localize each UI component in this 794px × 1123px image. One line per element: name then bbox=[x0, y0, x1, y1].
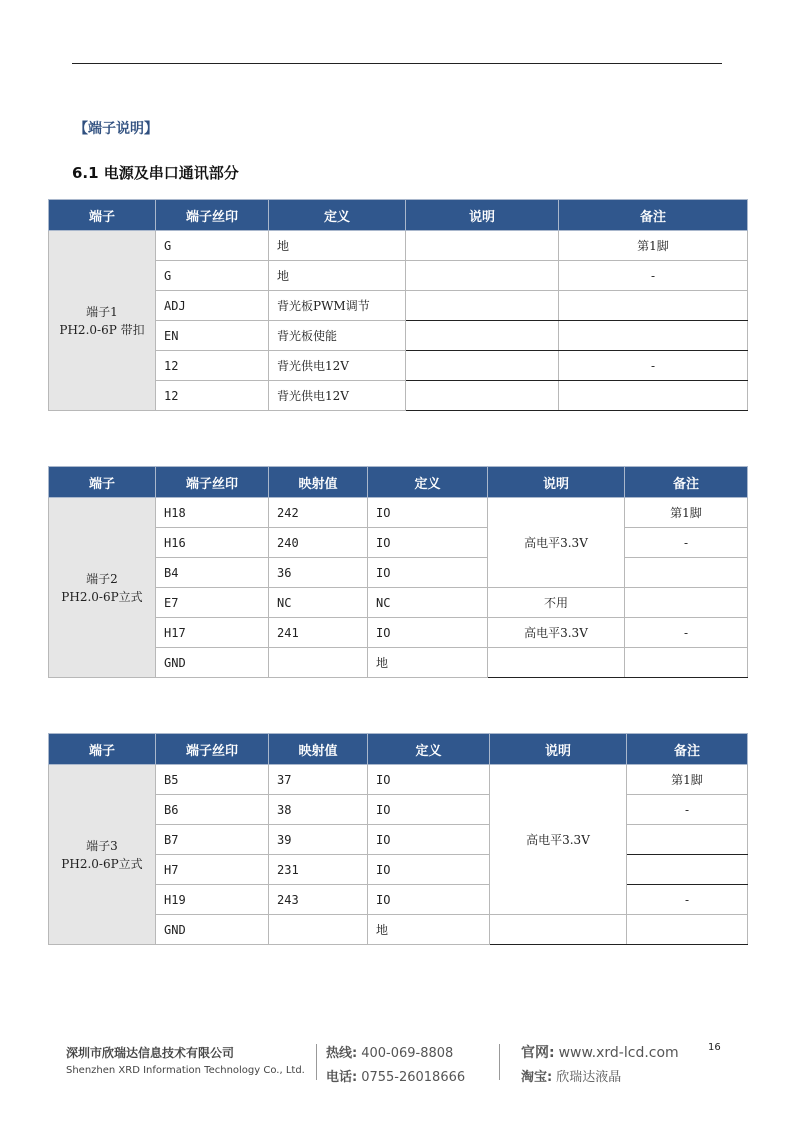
cell-silk: B5 bbox=[156, 765, 269, 795]
cell-note: 第1脚 bbox=[625, 498, 748, 528]
cell-mapping: 36 bbox=[269, 558, 368, 588]
cell-definition: 背光板使能 bbox=[269, 321, 406, 351]
cell-mapping: 231 bbox=[269, 855, 368, 885]
cell-mapping: 242 bbox=[269, 498, 368, 528]
col-header-note: 备注 bbox=[559, 200, 748, 231]
cell-definition: IO bbox=[368, 885, 490, 915]
company-name-cn: 深圳市欣瑞达信息技术有限公司 bbox=[66, 1046, 235, 1060]
col-header-definition: 定义 bbox=[368, 734, 490, 765]
cell-silk: H18 bbox=[156, 498, 269, 528]
col-header-mapping: 映射值 bbox=[269, 734, 368, 765]
cell-note: 第1脚 bbox=[559, 231, 748, 261]
cell-definition: IO bbox=[368, 825, 490, 855]
col-header-definition: 定义 bbox=[368, 467, 488, 498]
cell-mapping: 39 bbox=[269, 825, 368, 855]
col-header-mapping: 映射值 bbox=[269, 467, 368, 498]
phone-label: 电话: bbox=[326, 1070, 358, 1085]
cell-definition: IO bbox=[368, 795, 490, 825]
cell-silk: B7 bbox=[156, 825, 269, 855]
cell-note: - bbox=[559, 261, 748, 291]
cell-description: 不用 bbox=[488, 588, 625, 618]
cell-silk: E7 bbox=[156, 588, 269, 618]
taobao-label: 淘宝: bbox=[521, 1070, 553, 1085]
website-link[interactable]: www.xrd-lcd.com bbox=[558, 1045, 679, 1061]
cell-mapping: NC bbox=[269, 588, 368, 618]
cell-note: - bbox=[627, 885, 748, 915]
cell-mapping bbox=[269, 648, 368, 678]
col-header-definition: 定义 bbox=[269, 200, 406, 231]
cell-mapping: 241 bbox=[269, 618, 368, 648]
cell-definition: 地 bbox=[269, 261, 406, 291]
col-header-note: 备注 bbox=[627, 734, 748, 765]
header-rule bbox=[72, 63, 722, 64]
cell-silk: G bbox=[156, 261, 269, 291]
cell-silk: H19 bbox=[156, 885, 269, 915]
cell-definition: IO bbox=[368, 558, 488, 588]
cell-description bbox=[490, 915, 627, 945]
cell-description bbox=[488, 648, 625, 678]
cell-description-group: 高电平3.3V bbox=[488, 498, 625, 588]
cell-definition: 背光供电12V bbox=[269, 351, 406, 381]
table-row bbox=[49, 231, 748, 261]
cell-mapping: 38 bbox=[269, 795, 368, 825]
cell-mapping: 243 bbox=[269, 885, 368, 915]
col-header-note: 备注 bbox=[625, 467, 748, 498]
page-footer bbox=[0, 1040, 794, 1090]
col-header-silk: 端子丝印 bbox=[156, 734, 269, 765]
cell-silk: GND bbox=[156, 915, 269, 945]
col-header-description: 说明 bbox=[406, 200, 559, 231]
section-tag: 【端子说明】 bbox=[74, 121, 158, 137]
terminal-1-table bbox=[48, 199, 748, 411]
cell-definition: 背光板PWM调节 bbox=[269, 291, 406, 321]
cell-note: - bbox=[625, 528, 748, 558]
port-label bbox=[49, 231, 156, 411]
footer-divider bbox=[316, 1044, 317, 1080]
cell-definition: IO bbox=[368, 765, 490, 795]
cell-description bbox=[406, 261, 559, 291]
cell-silk: ADJ bbox=[156, 291, 269, 321]
table-header-row bbox=[49, 734, 748, 765]
footer-hotline bbox=[326, 1042, 453, 1061]
cell-silk: G bbox=[156, 231, 269, 261]
col-header-silk: 端子丝印 bbox=[156, 200, 269, 231]
table-row bbox=[49, 498, 748, 528]
cell-silk: H7 bbox=[156, 855, 269, 885]
cell-description bbox=[406, 351, 559, 381]
cell-note bbox=[627, 825, 748, 855]
cell-silk: H16 bbox=[156, 528, 269, 558]
port-label-text: 端子2 PH2.0-6P立式 bbox=[61, 571, 143, 604]
footer-phone bbox=[326, 1066, 465, 1085]
hotline-label: 热线: bbox=[326, 1046, 358, 1061]
taobao-store: 欣瑞达液晶 bbox=[556, 1070, 622, 1085]
cell-definition: 背光供电12V bbox=[269, 381, 406, 411]
company-name-en: Shenzhen XRD Information Technology Co., Ltd. bbox=[66, 1065, 305, 1076]
cell-description: 高电平3.3V bbox=[488, 618, 625, 648]
hotline-number: 400-069-8808 bbox=[361, 1046, 454, 1061]
cell-silk: 12 bbox=[156, 351, 269, 381]
cell-note: - bbox=[559, 351, 748, 381]
cell-silk: EN bbox=[156, 321, 269, 351]
cell-silk: H17 bbox=[156, 618, 269, 648]
cell-silk: B6 bbox=[156, 795, 269, 825]
website-label: 官网: bbox=[521, 1045, 555, 1061]
cell-note bbox=[625, 558, 748, 588]
footer-website bbox=[521, 1042, 679, 1062]
cell-note bbox=[625, 648, 748, 678]
cell-mapping bbox=[269, 915, 368, 945]
cell-description bbox=[406, 231, 559, 261]
cell-mapping: 37 bbox=[269, 765, 368, 795]
cell-description bbox=[406, 291, 559, 321]
cell-note bbox=[627, 855, 748, 885]
cell-description bbox=[406, 321, 559, 351]
cell-definition: NC bbox=[368, 588, 488, 618]
cell-definition: IO bbox=[368, 528, 488, 558]
cell-definition: 地 bbox=[368, 648, 488, 678]
terminal-2-table bbox=[48, 466, 748, 678]
cell-definition: IO bbox=[368, 855, 490, 885]
cell-note: 第1脚 bbox=[627, 765, 748, 795]
cell-description-group: 高电平3.3V bbox=[490, 765, 627, 915]
col-header-port: 端子 bbox=[49, 734, 156, 765]
col-header-port: 端子 bbox=[49, 467, 156, 498]
cell-note bbox=[625, 588, 748, 618]
cell-note bbox=[559, 291, 748, 321]
table-header-row bbox=[49, 200, 748, 231]
section-title: 6.1 电源及串口通讯部分 bbox=[72, 164, 239, 182]
cell-description bbox=[406, 381, 559, 411]
cell-note bbox=[627, 915, 748, 945]
cell-mapping: 240 bbox=[269, 528, 368, 558]
cell-note: - bbox=[627, 795, 748, 825]
port-label-text: 端子3 PH2.0-6P立式 bbox=[61, 838, 143, 871]
cell-note: - bbox=[625, 618, 748, 648]
cell-definition: 地 bbox=[269, 231, 406, 261]
cell-silk: GND bbox=[156, 648, 269, 678]
port-label bbox=[49, 765, 156, 945]
table-header-row bbox=[49, 467, 748, 498]
cell-definition: IO bbox=[368, 498, 488, 528]
cell-silk: 12 bbox=[156, 381, 269, 411]
cell-note bbox=[559, 381, 748, 411]
page-number: 16 bbox=[708, 1042, 721, 1053]
cell-note bbox=[559, 321, 748, 351]
cell-silk: B4 bbox=[156, 558, 269, 588]
table-row bbox=[49, 765, 748, 795]
footer-divider bbox=[499, 1044, 500, 1080]
cell-definition: IO bbox=[368, 618, 488, 648]
col-header-description: 说明 bbox=[488, 467, 625, 498]
footer-taobao bbox=[521, 1066, 621, 1085]
col-header-description: 说明 bbox=[490, 734, 627, 765]
port-label bbox=[49, 498, 156, 678]
terminal-3-table bbox=[48, 733, 748, 945]
phone-number: 0755-26018666 bbox=[361, 1070, 466, 1085]
cell-definition: 地 bbox=[368, 915, 490, 945]
col-header-port: 端子 bbox=[49, 200, 156, 231]
port-label-text: 端子1 PH2.0-6P 带扣 bbox=[59, 304, 145, 337]
col-header-silk: 端子丝印 bbox=[156, 467, 269, 498]
